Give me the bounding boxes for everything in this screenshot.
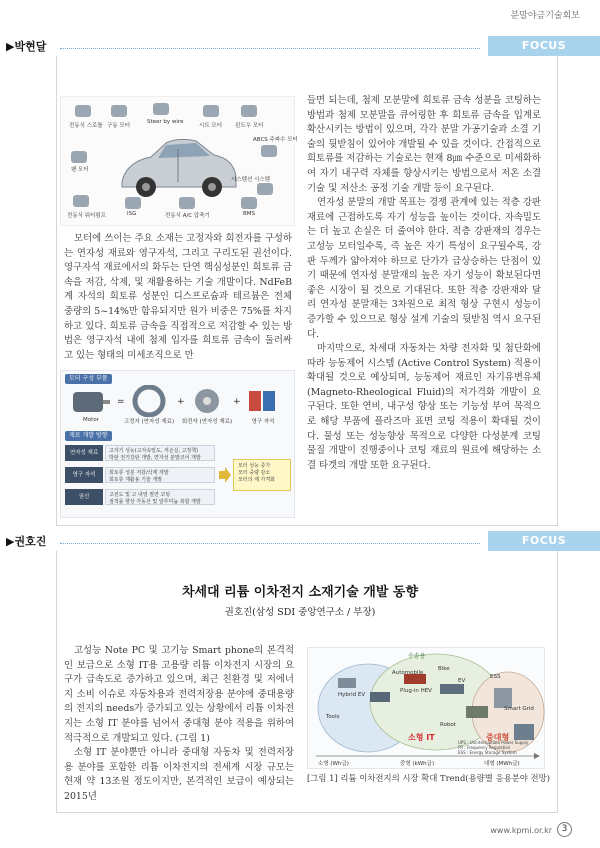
- rotor-icon: [187, 385, 227, 417]
- row-items: 고전도 및 고 내열 절연 코팅 점적률 향상 각동선 및 알루미늄 복합 개발: [105, 489, 215, 505]
- focus-badge: FOCUS: [488, 36, 600, 56]
- rotor-label: 회전자 (연자성 재료): [181, 419, 233, 425]
- magnet-icon: [245, 387, 279, 415]
- fig-label: ISG: [127, 211, 137, 217]
- figure-battery-trend: [307, 647, 545, 769]
- motor-label: Motor: [83, 417, 99, 423]
- fig-label: EV: [458, 678, 466, 684]
- tag-components: 모터 구성 부품: [65, 374, 112, 384]
- stator-icon: [129, 385, 169, 417]
- fig-label: 구동 모터: [107, 123, 131, 129]
- section-header-1: [0, 36, 600, 56]
- row-name: 권선: [65, 489, 103, 505]
- fig-label: 윈도우 모터: [235, 123, 264, 129]
- axis-label: 소형 (Wh급): [318, 761, 349, 767]
- motor-icon: [71, 389, 111, 415]
- fig-label: ESS: [490, 674, 501, 680]
- footer-url[interactable]: www.kpmi.or.kr: [490, 826, 552, 835]
- fig-label: 전동식 워터펌프: [67, 213, 106, 219]
- figure-legend: UPS : Uninterruptible Power Supply FR : Frequency Regulation ESS : Energy Storage System: [458, 740, 529, 755]
- fig-label: Bike: [438, 666, 450, 672]
- tag-direction: 재료 개발 방향: [65, 431, 112, 441]
- row-name: 영구 자석: [65, 467, 103, 483]
- figure-caption: [그림 1] 리튬 이차전지의 시장 확대 Trend(용량별 응용분야 전망): [307, 773, 550, 783]
- circle-label: 중대형: [486, 733, 510, 742]
- figure-car-motors: [60, 96, 298, 226]
- divider-line: [60, 543, 480, 544]
- axis-label: 중형 (kWh급): [400, 761, 435, 767]
- fig-label: Automobile: [392, 670, 424, 676]
- arrow-right-icon: [219, 467, 231, 483]
- fig-label: Robot: [440, 722, 456, 728]
- paragraph: 소형 IT 분야뿐만 아니라 중대형 자동차 및 전력저장용 분야를 포함한 리튬 이차전지의 전세계 시장 규모는 현재 약 13조원 정도이지만, 본격적인 보급이 예상되는 2015년: [64, 747, 294, 802]
- section-header-2: [0, 531, 600, 551]
- fig-label: 전동식 스로틀: [69, 123, 103, 129]
- article-title: 차세대 리튬 이차전지 소재기술 개발 동향: [181, 585, 419, 600]
- fig-label: Hybrid EV: [338, 692, 366, 698]
- page-number: 3: [557, 822, 572, 837]
- circle-label: 소형 IT: [408, 733, 435, 742]
- magnet-label: 영구 자석: [251, 419, 275, 425]
- stator-label: 고정자 (연자성 재료): [123, 419, 175, 425]
- fig-label: Smart Grid: [504, 706, 534, 712]
- axis-label: 대형 (MWh급): [484, 761, 520, 767]
- journal-title: 분말야금기술회보: [510, 11, 580, 21]
- fig-label: ABCS 주파수 모터: [253, 137, 298, 143]
- car-icon: [116, 127, 241, 207]
- right-column: [307, 94, 541, 473]
- figure-motor-materials: 모터 구성 부품 Motor = 고정자 (연자성 재료) + 회전자 (연자성 재료) + 영구 자석 재료 개발 방향 연자성 재료 고자기 성능(고자속밀도, 저손실, 고정책) 박판 전기강판 개발, 연자성 분말코어 개발 영구 자석 희토류 성분 저감/삭제 개발 희토류 재활용 기술 개발 권선 고전도 및 고 내열 절연 코팅 점적률 향상 각동선 및 알루미늄 복합 개발 모터 성능 증가 모터 중량 감소 모터의 제 가격화: [60, 370, 295, 518]
- divider-line: [60, 48, 480, 49]
- fig-label: Plug-in HEV: [400, 688, 432, 694]
- focus-badge: FOCUS: [488, 531, 600, 551]
- left-column-2: [64, 644, 294, 805]
- paragraph: 연자성 분말의 개발 목표는 경쟁 관계에 있는 적층 강판 재료에 근접하도록 자기 성능을 높이는 것이다. 자속밀도는 더 높고 손실은 더 줄여야 한다. 적층 강판재의 경우는 고성능 모터일수록, 즉 높은 자기 특성이 요구될수록, 강판 두께가 얇아져야 하므로 단가가 급상승하는 단점이 있기 때문에 연자성 분말재의 높은 자기 성능이 확보된다면 좋은 시장이 될 것으로 기대된다. 또한 적층 강판재와 달리 연자성 분말재는 3차원으로 최적 형상 구현시 성능이 증가할 수 있으므로 형상 설계 기술의 뒷받침 역시 요구된다.: [307, 197, 541, 340]
- fig-label: 시스템션 시스템: [231, 177, 270, 183]
- fig-label: 팬 모터: [71, 167, 89, 173]
- paragraph: 마지막으로, 차세대 자동차는 차량 전자화 및 첨단화에 따라 능동제어 시스템 (Active Control System) 적용이 확대될 것으로 예상되며, 능동제어 재료인 자기유변유체 (Magneto-Rheological Fluid)의 저가격화 개발이 요구된다. 또한 연비, 내구성 향상 또는 기능성 부여 목적으로 해당 부품에 플라즈마 표면 코팅 적용이 확대될 것이다. 물성 또는 성능향상 목적으로 다양한 다성분계 코팅 물질 개발이 진행중이나 코팅 재료의 원료에 해당하는 소결 타겟의 개발 또한 요구된다.: [307, 343, 541, 471]
- paragraph: 들면 되는데, 첨제 모분말에 희토류 금속 성분을 코팅하는 방법과 첨제 모분말을 큐어링한 후 희토류 금속을 입계로 확산시키는 방법이 있으며, 각각 분말 가공기술과 소결 기술의 뒷받침이 있어야 개발될 수 있을 것이다. 간접적으로 희토류를 저감하는 기술로는 현재 8㎛ 수준으로 미세화하여 자기 내구력 자체를 향상시키는 방법으로서 저온 소결 기술 및 저산소 공정 기술 개발 등이 요구된다.: [307, 95, 541, 194]
- author-name: ▶권호진: [6, 535, 47, 548]
- fig-label: BMS: [243, 211, 256, 217]
- paragraph: 모터에 쓰이는 주요 소재는 고정자와 회전자를 구성하는 연자성 재료와 영구자석, 그리고 구리도된 권선이다. 영구자석 재료에서의 화두는 단연 핵심성분인 희토류 금속을 저감, 삭제, 및 재활용하는 기술 개발이다. NdFeB계 자석의 희토류 성분인 디스프로슘과 테르븀은 전체 중량의 5~14%만 함유되지만 원가 비중은 75%를 차지하고 있다. 희토류 금속을 직접적으로 저감할 수 있는 방법은 영구자석 내에 첨제 입자를 희토류 금속이 둘러싸고 있는 형태의 미세조직으로 만: [64, 233, 292, 361]
- author-name: ▶박현달: [6, 40, 47, 53]
- paragraph: 고성능 Note PC 및 고기능 Smart phone의 본격적인 보급으로 소형 IT용 고용량 리튬 이차전지 시장의 요구가 급속도로 증가하고 있으며, 최근 친환경 및 저에너지 소비 이슈로 자동차용과 전력저장용 분야에 중대용량의 전지의 needs가 증가되고 있는 상황에서 리튬 이차전지는 소형 IT 분야를 넘어서 중대형 분야 적용을 위하여 적극적으로 개발되고 있다. (그림 1): [64, 645, 294, 744]
- row-name: 연자성 재료: [65, 445, 103, 461]
- row-items: 희토류 성분 저감/삭제 개발 희토류 재활용 기술 개발: [105, 467, 215, 483]
- left-column: [64, 232, 292, 363]
- fig-label: Tools: [326, 714, 340, 720]
- goals-box: 모터 성능 증가 모터 중량 감소 모터의 제 가격화: [233, 459, 291, 491]
- fig-label: 시트 모터: [199, 123, 223, 129]
- fig-label: 전동식 A/C 압축기: [165, 213, 210, 219]
- fig-label: Steer by wire: [147, 119, 184, 125]
- fig-label: 수송용: [408, 653, 426, 660]
- row-items: 고자기 성능(고자속밀도, 저손실, 고정책) 박판 전기강판 개발, 연자성 분말코어 개발: [105, 445, 215, 461]
- article-byline: 권호진(삼성 SDI 중앙연구소 / 부장): [224, 607, 376, 618]
